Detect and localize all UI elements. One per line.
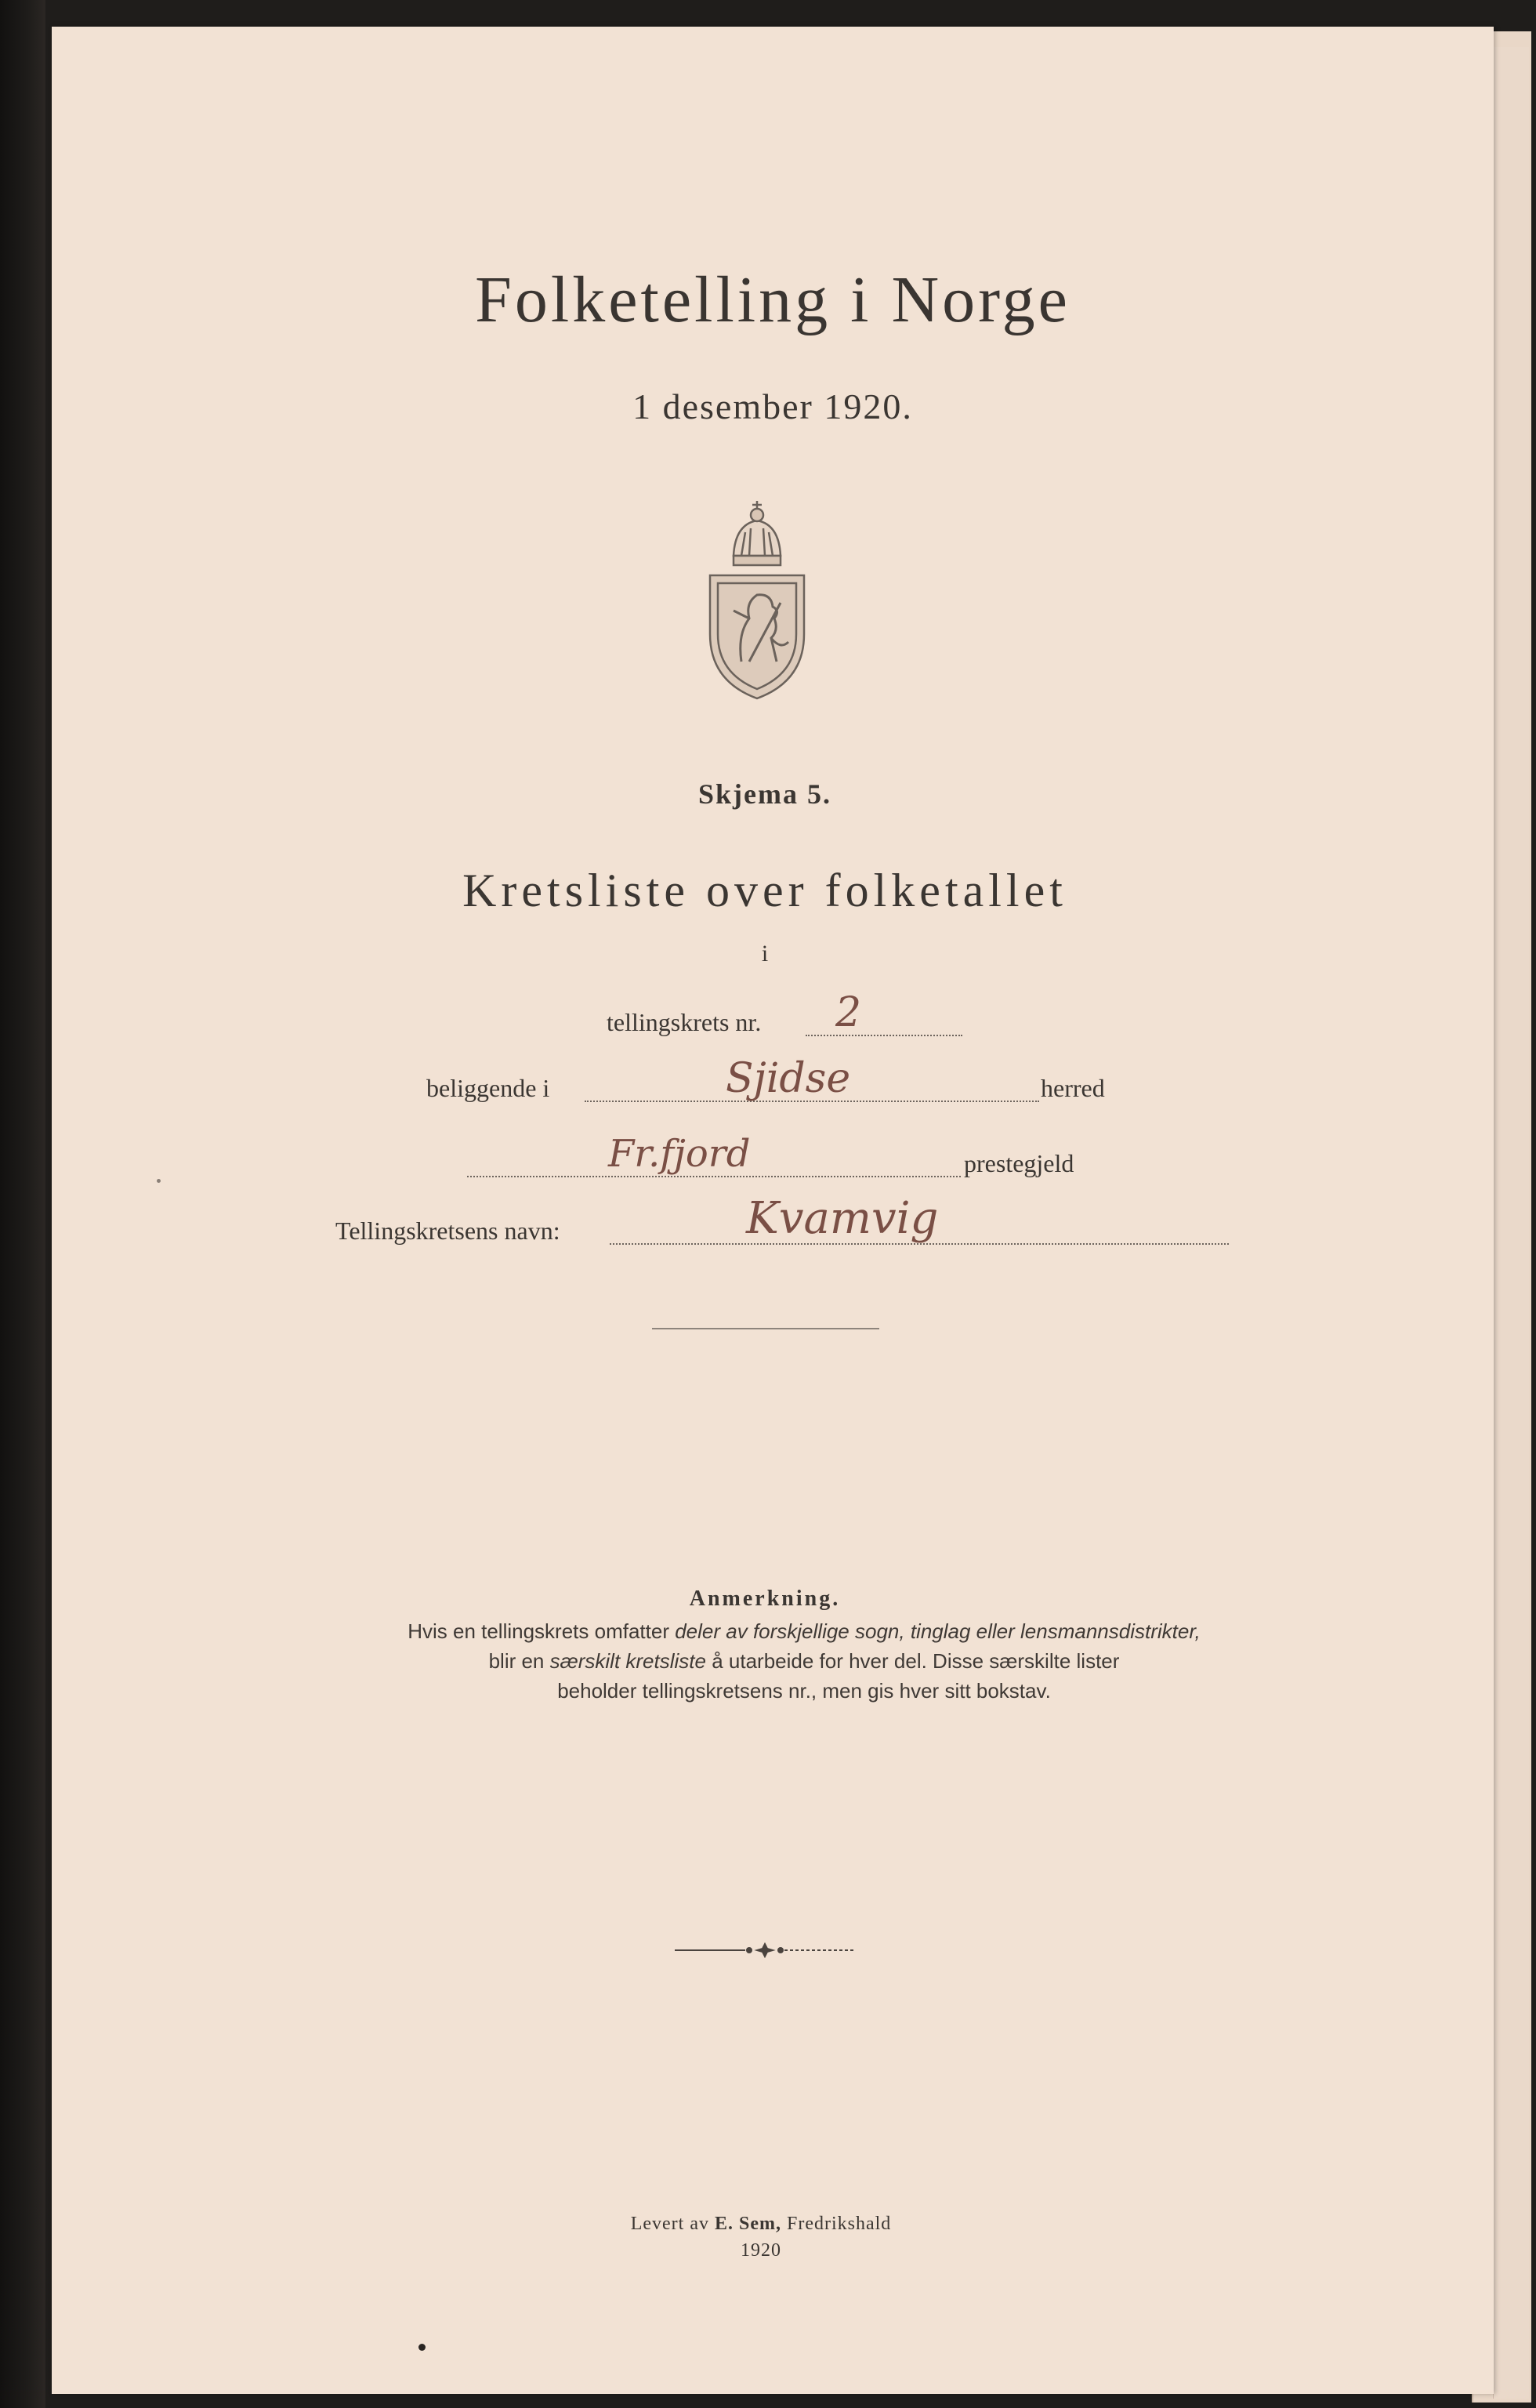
parish-handwritten: Fr.fjord [608, 1132, 751, 1176]
book-binding [0, 0, 45, 2408]
remark-title: Anmerkning. [689, 1587, 841, 1611]
remark-line-2-italic: særskilt kretsliste [549, 1649, 706, 1673]
coat-of-arms-icon [702, 493, 812, 705]
print-year: 1920 [741, 2240, 781, 2261]
remark-line-2 [295, 1646, 1313, 1676]
printer-city: Fredrikshald [781, 2214, 892, 2234]
district-number-label: tellingskrets nr. [607, 1008, 762, 1036]
connector-word: i [761, 941, 769, 966]
printer-credit [52, 2214, 1470, 2235]
schema-number: Skjema 5. [698, 778, 831, 810]
remark-body [295, 1616, 1313, 1706]
parish-suffix-label: prestegjeld [964, 1149, 1074, 1177]
remark-line-2-text: blir en [488, 1649, 550, 1673]
remark-line-1-italic: deler av forskjellige sogn, tinglag eller lensmannsdistrikter, [675, 1619, 1201, 1643]
remark-line-3: beholder tellingskretsens nr., men gis hver sitt bokstav. [557, 1679, 1051, 1703]
underlying-page-edge-2 [1493, 47, 1529, 2399]
printer-name: E. Sem, [714, 2214, 781, 2234]
district-name-handwritten: Kvamvig [746, 1193, 939, 1244]
located-in-label: beliggende i [426, 1074, 550, 1102]
page-title: Folketelling i Norge [475, 263, 1070, 336]
remark-line-2-rest: å utarbeide for hver del. Disse særskilte lister [705, 1649, 1120, 1673]
form-heading: Kretsliste over folketallet [462, 865, 1067, 916]
ornament-divider-icon [671, 1942, 859, 1958]
municipality-handwritten: Sjidse [726, 1055, 851, 1102]
census-form-page [52, 27, 1494, 2394]
printer-prefix: Levert av [630, 2214, 715, 2234]
remark-line-1 [295, 1616, 1313, 1646]
parish-line [467, 1176, 961, 1177]
ink-spot [418, 2344, 426, 2351]
district-name-label: Tellingskretsens navn: [335, 1217, 560, 1245]
census-date: 1 desember 1920. [632, 386, 913, 426]
district-number-line [806, 1035, 962, 1036]
remark-line-1-text: Hvis en tellingskrets omfatter [408, 1619, 676, 1643]
district-number-handwritten: 2 [835, 989, 862, 1036]
paper-speck [157, 1179, 161, 1183]
municipality-suffix-label: herred [1041, 1074, 1105, 1102]
separator-rule [652, 1328, 879, 1329]
